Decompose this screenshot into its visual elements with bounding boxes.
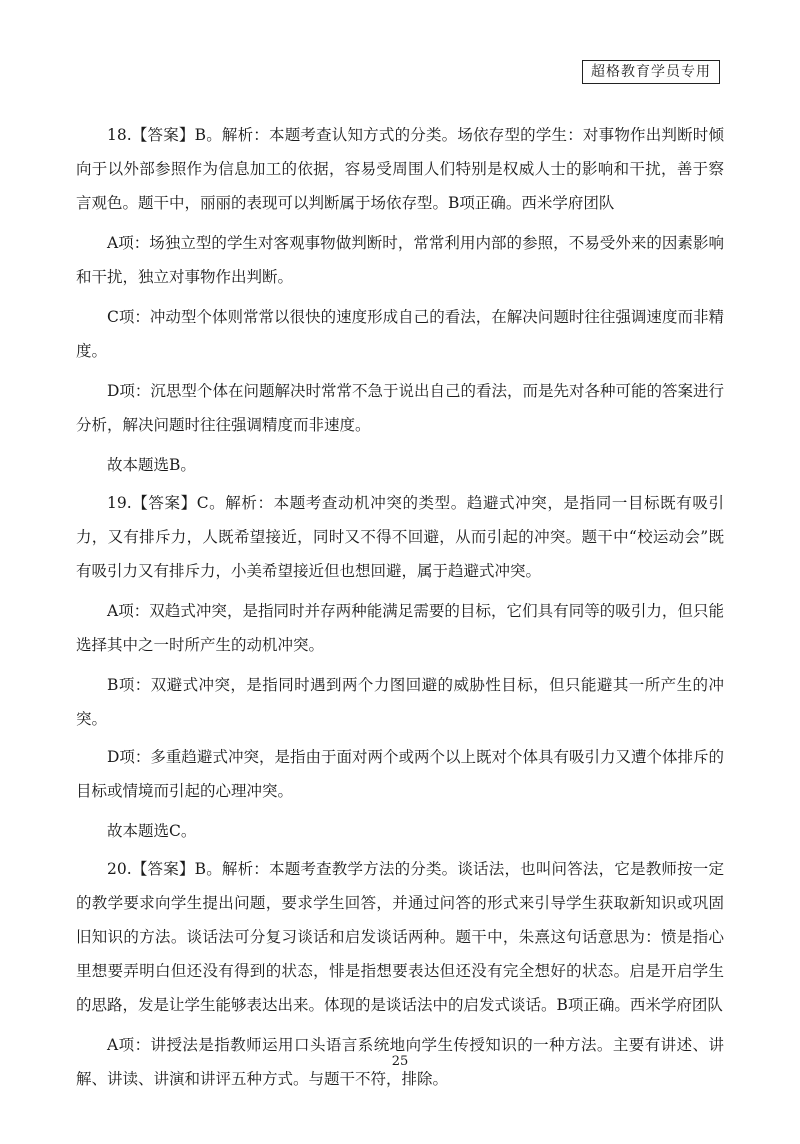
document-body bbox=[76, 118, 724, 1102]
paragraph-q18-option-d: D项：沉思型个体在问题解决时常常不急于说出自己的看法，而是先对各种可能的答案进行分析，解决问题时往往强调精度而非速度。 bbox=[76, 382, 724, 434]
paragraph-q20-option-a: A项：讲授法是指教师运用口头语言系统地向学生传授知识的一种方法。主要有讲述、讲解、讲读、讲演和讲评五种方式。与题干不符，排除。 bbox=[76, 1036, 724, 1088]
paragraph-q19-option-b: B项：双避式冲突，是指同时遇到两个力图回避的威胁性目标，但只能避其一所产生的冲突。 bbox=[76, 676, 724, 728]
paragraph-q18-option-a: A项：场独立型的学生对客观事物做判断时，常常利用内部的参照，不易受外来的因素影响和干扰，独立对事物作出判断。 bbox=[76, 234, 724, 286]
paragraph-q18-option-c: C项：冲动型个体则常常以很快的速度形成自己的看法，在解决问题时往往强调速度而非精度。 bbox=[76, 308, 724, 360]
paragraph-q19-option-a: A项：双趋式冲突，是指同时并存两种能满足需要的目标，它们具有同等的吸引力，但只能选择其中之一时所产生的动机冲突。 bbox=[76, 602, 724, 654]
paragraph-q19-answer: 19.【答案】C。解析：本题考查动机冲突的类型。趋避式冲突，是指同一目标既有吸引力，又有排斥力，人既希望接近，同时又不得不回避，从而引起的冲突。题干中“校运动会”既有吸引力又有排斥力，小美希望接近但也想回避，属于趋避式冲突。 bbox=[76, 494, 724, 580]
paragraph-q19-conclusion: 故本题选C。 bbox=[107, 822, 197, 840]
paragraph-q19-option-d: D项：多重趋避式冲突，是指由于面对两个或两个以上既对个体具有吸引力又遭个体排斥的目标或情境而引起的心理冲突。 bbox=[76, 748, 724, 800]
header-badge: 超格教育学员专用 bbox=[582, 60, 720, 84]
paragraph-q20-answer: 20.【答案】B。解析：本题考查教学方法的分类。谈话法，也叫问答法，它是教师按一定的教学要求向学生提出问题，要求学生回答，并通过问答的形式来引导学生获取新知识或巩固旧知识的方法。谈话法可分复习谈话和启发谈话两种。题干中，朱熹这句话意思为：愤是指心里想要弄明白但还没有得到的状态，悱是指想要表达但还没有完全想好的状态。启是开启学生的思路，发是让学生能够表达出来。体现的是谈话法中的启发式谈话。B项正确。西米学府团队 bbox=[76, 860, 724, 1014]
paragraph-q18-answer: 18.【答案】B。解析：本题考查认知方式的分类。场依存型的学生：对事物作出判断时倾向于以外部参照作为信息加工的依据，容易受周围人们特别是权威人士的影响和干扰，善于察言观色。题干中，丽丽的表现可以判断属于场依存型。B项正确。西米学府团队 bbox=[76, 126, 724, 212]
paragraph-q18-conclusion: 故本题选B。 bbox=[107, 456, 196, 474]
page-number: 25 bbox=[391, 1054, 409, 1069]
